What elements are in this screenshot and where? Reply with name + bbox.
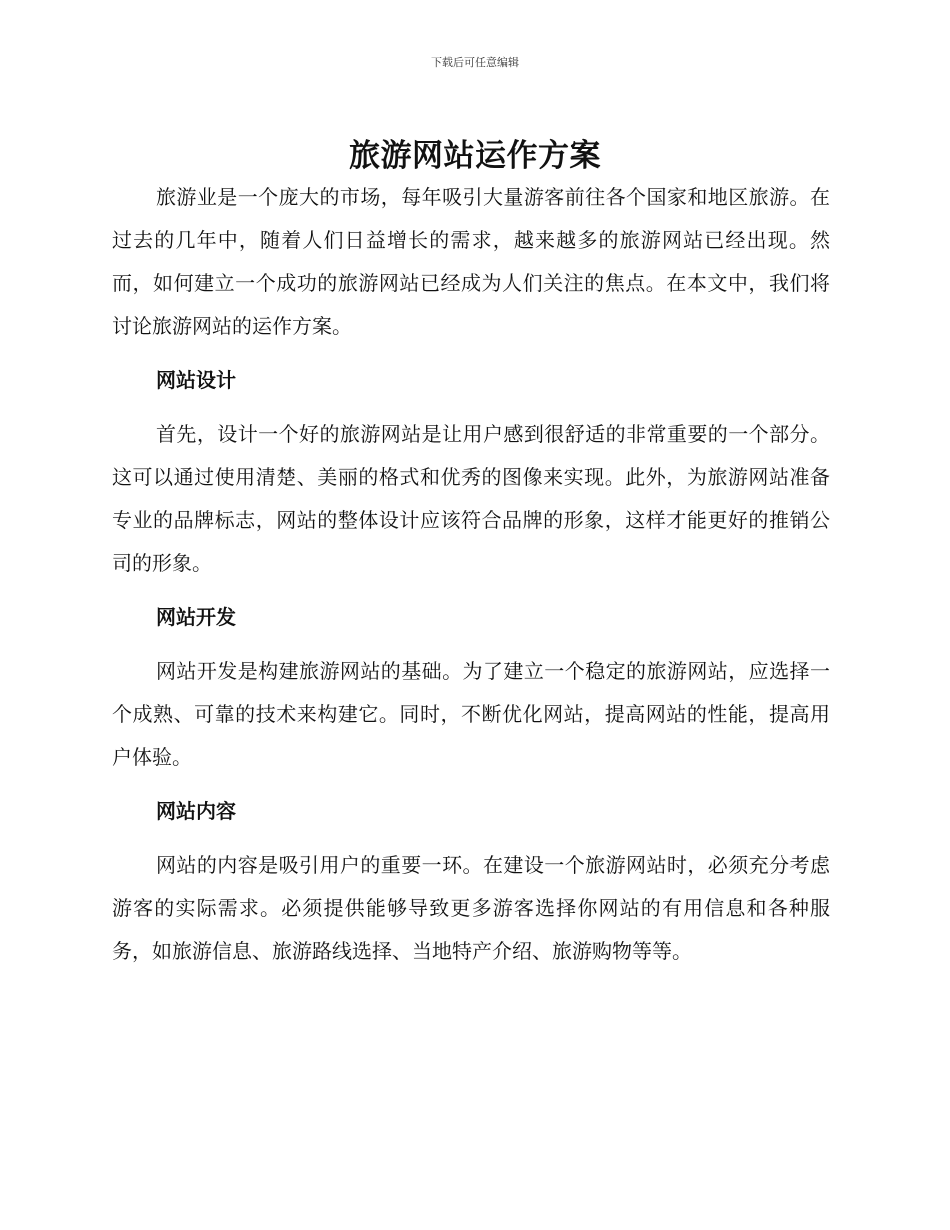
section-content-body-block (112, 844, 830, 973)
section-design (112, 365, 830, 395)
intro-block (112, 176, 830, 348)
section-development (112, 602, 830, 632)
document-title: 旅游网站运作方案 (349, 138, 601, 174)
section-body: 首先，设计一个好的旅游网站是让用户感到很舒适的非常重要的一个部分。这可以通过使用清楚、美丽的格式和优秀的图像来实现。此外，为旅游网站准备专业的品牌标志，网站的整体设计应该符合品牌的形象，这样才能更好的推销公司的形象。 (112, 422, 830, 575)
header-note: 下载后可任意编辑 (431, 56, 519, 69)
section-development-body-block (112, 650, 830, 779)
section-design-body-block (112, 413, 830, 585)
intro-paragraph: 旅游业是一个庞大的市场，每年吸引大量游客前往各个国家和地区旅游。在过去的几年中，随着人们日益增长的需求，越来越多的旅游网站已经出现。然而，如何建立一个成功的旅游网站已经成为人们关注的焦点。在本文中，我们将讨论旅游网站的运作方案。 (112, 185, 830, 338)
section-body: 网站的内容是吸引用户的重要一环。在建设一个旅游网站时，必须充分考虑游客的实际需求。必须提供能够导致更多游客选择你网站的有用信息和各种服务，如旅游信息、旅游路线选择、当地特产介绍、旅游购物等等。 (112, 853, 830, 963)
section-content (112, 796, 830, 826)
section-heading: 网站内容 (156, 799, 236, 823)
section-heading: 网站开发 (156, 605, 236, 629)
section-heading: 网站设计 (156, 368, 236, 392)
section-body: 网站开发是构建旅游网站的基础。为了建立一个稳定的旅游网站，应选择一个成熟、可靠的技术来构建它。同时，不断优化网站，提高网站的性能，提高用户体验。 (112, 659, 830, 769)
